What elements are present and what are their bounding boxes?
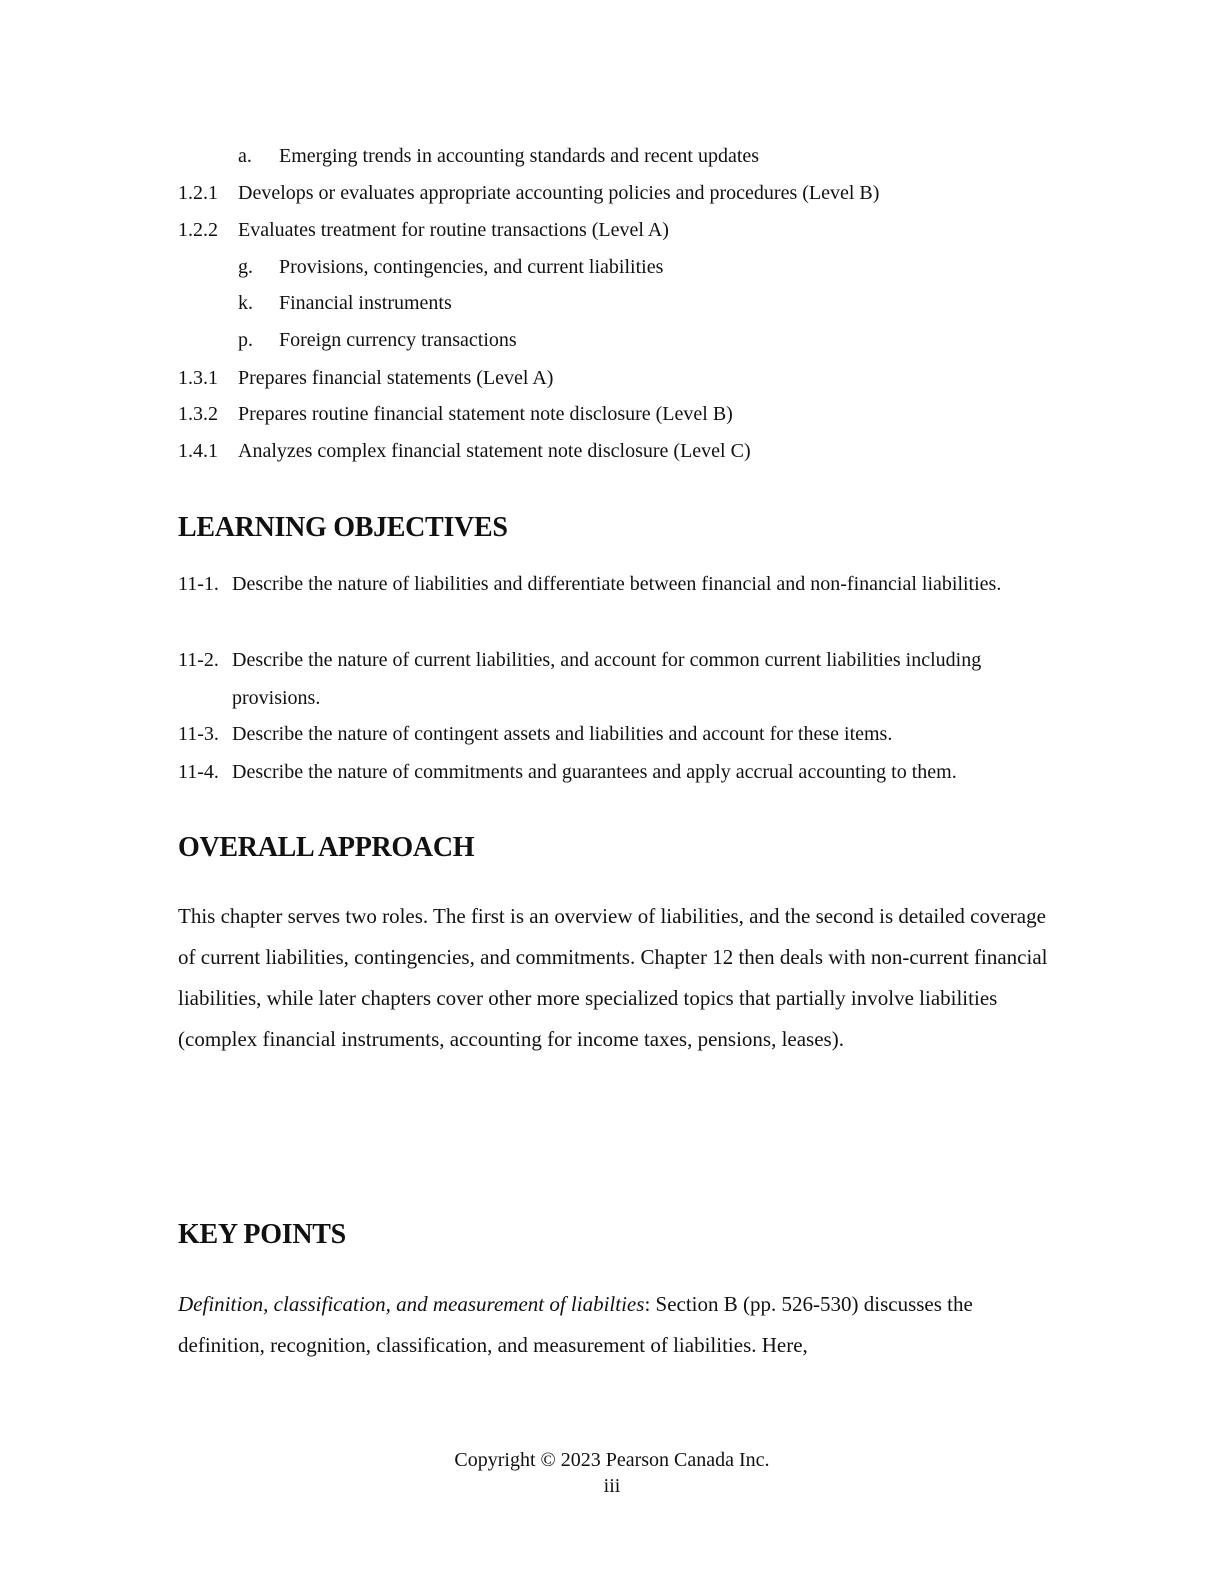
competency-sub-text: Provisions, contingencies, and current liabilities <box>279 256 664 278</box>
key-points-heading: KEY POINTS <box>178 1219 346 1250</box>
key-points-lead: Definition, classification, and measurement of liabilties <box>178 1292 645 1316</box>
competency-text: Prepares routine financial statement note disclosure (Level B) <box>238 403 733 425</box>
competency-number: 1.2.1 <box>178 182 218 204</box>
competency-number: 1.2.2 <box>178 219 218 241</box>
competency-text: Develops or evaluates appropriate accounting policies and procedures (Level B) <box>238 182 880 204</box>
page-number: iii <box>603 1475 621 1497</box>
competency-text: Evaluates treatment for routine transactions (Level A) <box>238 219 669 241</box>
key-points-paragraph <box>178 1284 1058 1366</box>
competency-text: Prepares financial statements (Level A) <box>238 367 554 389</box>
objective-number: 11-2. <box>178 649 219 671</box>
competency-number: 1.3.2 <box>178 403 218 425</box>
learning-objectives-heading: LEARNING OBJECTIVES <box>178 512 508 543</box>
objective-number: 11-1. <box>178 573 219 595</box>
competency-sub-text: Emerging trends in accounting standards and recent updates <box>279 145 760 167</box>
copyright-notice: Copyright © 2023 Pearson Canada Inc. <box>454 1449 770 1471</box>
objective-number: 11-4. <box>178 761 219 783</box>
objective-text: Describe the nature of commitments and guarantees and apply accrual accounting to them. <box>232 761 957 783</box>
competency-sub-label: a. <box>238 145 252 167</box>
objective-text: Describe the nature of contingent assets and liabilities and account for these items. <box>232 723 893 745</box>
competency-sub-label: k. <box>238 292 253 314</box>
overall-approach-heading: OVERALL APPROACH <box>178 832 475 863</box>
competency-text: Analyzes complex financial statement note disclosure (Level C) <box>238 440 751 462</box>
objective-text: Describe the nature of liabilities and differentiate between financial and non-financial liabilities. <box>232 573 1002 595</box>
competency-sub-text: Financial instruments <box>279 292 452 314</box>
objective-text: Describe the nature of current liabilities, and account for common current liabilities including provisions. <box>232 649 982 709</box>
overall-approach-paragraph: This chapter serves two roles. The first is an overview of liabilities, and the second is detailed coverage of current liabilities, contingencies, and commitments. Chapter 12 then deals with non-current financial liabilities, while later chapters cover other more specialized topics that partially involve liabilities (complex financial instruments, accounting for income taxes, pensions, leases). <box>178 904 1048 1051</box>
objective-number: 11-3. <box>178 723 219 745</box>
competency-sub-text: Foreign currency transactions <box>279 329 517 351</box>
competency-number: 1.4.1 <box>178 440 218 462</box>
key-points-body: : Section B (pp. 526-530) discusses the definition, recognition, classification, and measurement of liabilities. Here, <box>178 1292 973 1357</box>
competency-sub-label: g. <box>238 256 253 278</box>
competency-sub-label: p. <box>238 329 253 351</box>
competency-number: 1.3.1 <box>178 367 218 389</box>
